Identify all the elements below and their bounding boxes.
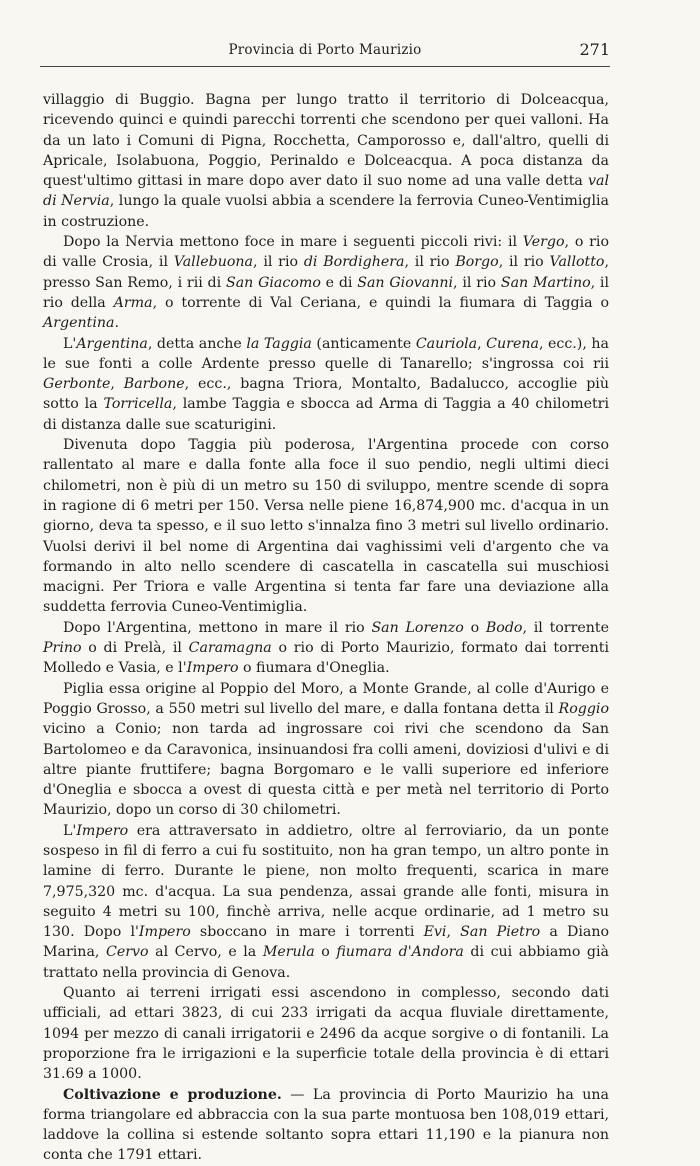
text-run: e di <box>320 274 358 291</box>
italic-term: Vallebuona <box>173 254 254 271</box>
italic-term: Barbone <box>123 376 185 393</box>
text-run: , o rio di valle Crosia, il <box>43 234 609 271</box>
italic-term: Arma <box>113 294 153 311</box>
text-run: o <box>463 619 486 636</box>
paragraph <box>43 679 609 821</box>
italic-term: Borgo <box>455 254 499 271</box>
text-run: o di Prelà, il <box>81 640 189 657</box>
italic-term: Vallotto <box>549 254 605 271</box>
italic-term: San Pietro <box>460 924 541 941</box>
italic-term: Caramagna <box>188 640 272 657</box>
text-run: L' <box>63 335 77 352</box>
italic-term: San Lorenzo <box>371 619 464 636</box>
italic-term: Argentina <box>76 335 148 352</box>
text-run: villaggio di Buggio. Bagna per lungo tratto il territorio di Dolceacqua, ricevendo quinci e quindi parecchi torrenti che scendono per quei valloni. Ha da un lato i Comuni di Pigna, Rocchetta, Camporosso e, dall'altro, quelli di Apricale, Isolabuona, Poggio, Perinaldo e Dolceacqua. A poca distanza da quest'ultimo gittasi in mare dopo aver dato il suo nome ad una valle detta <box>43 92 609 190</box>
text-run: , ecc.), ha le sue fonti a colle Ardente presso quelle di Tanarello; s'ingrossa coi rii <box>43 335 609 372</box>
text-run: , lambe Taggia e sbocca ad Arma di Taggia a 40 chilometri di distanza dalle sue scaturigini. <box>43 396 609 433</box>
text-run: — La provincia di Porto Maurizio ha una forma triangolare ed abbraccia con la sua parte montuosa ben 108,019 ettari, laddove la collina si estende soltanto sopra ettari 11,190 e la pianura non conta che 1791 ettari. <box>43 1086 609 1164</box>
italic-term: Curena <box>486 335 539 352</box>
text-run: , lungo la quale vuolsi abbia a scendere la ferrovia Cuneo-Ventimiglia in costruzione. <box>43 193 609 230</box>
italic-term: Impero <box>76 822 129 839</box>
italic-term: di Bordighera <box>303 254 405 271</box>
text-run: o <box>314 944 337 961</box>
italic-term: la Taggia <box>246 335 312 352</box>
text-run: , il rio <box>253 254 304 271</box>
italic-term: Impero <box>186 660 239 677</box>
paragraph <box>43 90 609 232</box>
text-run: a Diano Marina, <box>43 924 609 961</box>
italic-term: Roggio <box>558 700 609 717</box>
text-run: , presso San Remo, i rii di <box>43 254 609 291</box>
text-run: o fiumara d'Oneglia. <box>238 660 390 677</box>
italic-term: San Martino <box>500 274 591 291</box>
text-run: , il torrente <box>522 619 610 636</box>
text-run: (anticamente <box>311 335 416 352</box>
text-run: , ecc., bagna Triora, Montalto, Badalucco, accoglie più sotto la <box>43 376 609 413</box>
italic-term: Prino <box>43 640 82 657</box>
text-run: di cui abbiamo già trattato nella provincia di Genova. <box>43 944 609 981</box>
page-number: 271 <box>579 40 610 59</box>
body-text <box>43 90 609 1166</box>
text-run: , <box>446 924 461 941</box>
paragraph <box>43 983 609 1084</box>
text-run: Divenuta dopo Taggia più poderosa, l'Argentina procede con corso rallentato al mare e dalla fonte alla foce il suo pendio, negli ultimi dieci chilometri, non è più di un metro su 150 di sviluppo, mentre scende di sopra in ragione di 6 metri per 150. Versa nelle piene 16,874,900 mc. d'acqua in un giorno, deva ta spesso, e il suo letto s'innalza fino 3 metri sul livello ordinario. Vuolsi derivi il bel nome di Argentina dai vaghissimi veli d'argento che va formando in alto nello scendere di cascatella in cascatella sui muschiosi macigni. Per Triora e valle Argentina si tenta far fare una deviazione alla suddetta ferrovia Cuneo-Ventimiglia. <box>43 437 609 616</box>
section-heading: Coltivazione e produzione. <box>63 1086 282 1103</box>
italic-term: San Giovanni <box>357 274 454 291</box>
text-run: L' <box>63 822 77 839</box>
text-run: , o torrente di Val Ceriana, e quindi la fiumara di Taggia o <box>152 294 609 311</box>
italic-term: Cervo <box>105 944 149 961</box>
italic-term: fiumara d'Andora <box>336 944 464 961</box>
paragraph <box>43 232 609 333</box>
text-run: sboccano in mare i torrenti <box>190 924 424 941</box>
italic-term: Merula <box>262 944 315 961</box>
text-run: era attraversato in addietro, oltre al ferroviario, da un ponte sospeso in fil di ferro a cui fu sostituito, non ha gran tempo, un altro ponte in lamine di ferro. Durante le piene, non molto frequenti, scarica in mare 7,975,320 mc. d'acqua. La sua pendenza, assai grande alle fonti, misura in seguito 4 metri su 100, finchè arriva, nelle acque ordinarie, ad 1 metro su 130. Dopo l' <box>43 822 609 941</box>
text-run: , <box>477 335 487 352</box>
italic-term: San Giacomo <box>225 274 321 291</box>
text-run: . <box>114 315 119 332</box>
text-run: , detta anche <box>147 335 247 352</box>
paragraph <box>43 435 609 618</box>
paragraph <box>43 821 609 983</box>
text-run: al Cervo, e la <box>148 944 263 961</box>
page-header <box>40 34 610 67</box>
text-run: , il rio <box>404 254 456 271</box>
text-run: Quanto ai terreni irrigati essi ascendono in complesso, secondo dati ufficiali, ad ettari 3823, di cui 233 irrigati da acqua fluviale direttamente, 1094 per mezzo di canali irrigatorii e 2496 da acque sorgive o di fontanili. La proporzione fra le irrigazioni e la superficie totale della provincia è di ettari 31.69 a 1000. <box>43 985 609 1083</box>
text-run: vicino a Conio; non tarda ad ingrossare coi rivi che scendono da San Bartolomeo e da Caravonica, insinuandosi fra colli ameni, doviziosi d'ulivi e di altre piante fruttifere; bagna Borgomaro e le valli superiore ed inferiore d'Oneglia e sbocca a ovest di questa città e per metà nel territorio di Porto Maurizio, dopo un corso di 30 chilometri. <box>43 721 609 819</box>
italic-term: val di Nervia <box>43 173 609 210</box>
italic-term: Impero <box>138 924 191 941</box>
text-run: o rio di Porto Maurizio, formato dai torrenti Molledo e Vasia, e l' <box>43 640 610 677</box>
italic-term: Vergo <box>522 234 565 251</box>
italic-term: Evi <box>423 924 447 941</box>
text-run: , il rio <box>453 274 501 291</box>
paragraph <box>43 618 609 679</box>
text-run: Dopo la Nervia mettono foce in mare i seguenti piccoli rivi: il <box>63 234 523 251</box>
running-title: Provincia di Porto Maurizio <box>228 42 422 58</box>
italic-term: Gerbonte <box>43 376 111 393</box>
text-run: Piglia essa origine al Poppio del Moro, a Monte Grande, al colle d'Aurigo e Poggio Grosso, a 550 metri sul livello del mare, e dalla fontana detta il <box>43 680 609 717</box>
italic-term: Torricella <box>103 396 173 413</box>
text-run: Dopo l'Argentina, mettono in mare il rio <box>63 619 372 636</box>
text-run: , il rio <box>498 254 550 271</box>
text-run: , <box>110 376 124 393</box>
text-run: , il rio della <box>43 274 609 311</box>
italic-term: Cauriola <box>415 335 478 352</box>
paragraph <box>43 334 609 435</box>
italic-term: Bodo <box>485 619 523 636</box>
italic-term: Argentina <box>43 315 115 332</box>
